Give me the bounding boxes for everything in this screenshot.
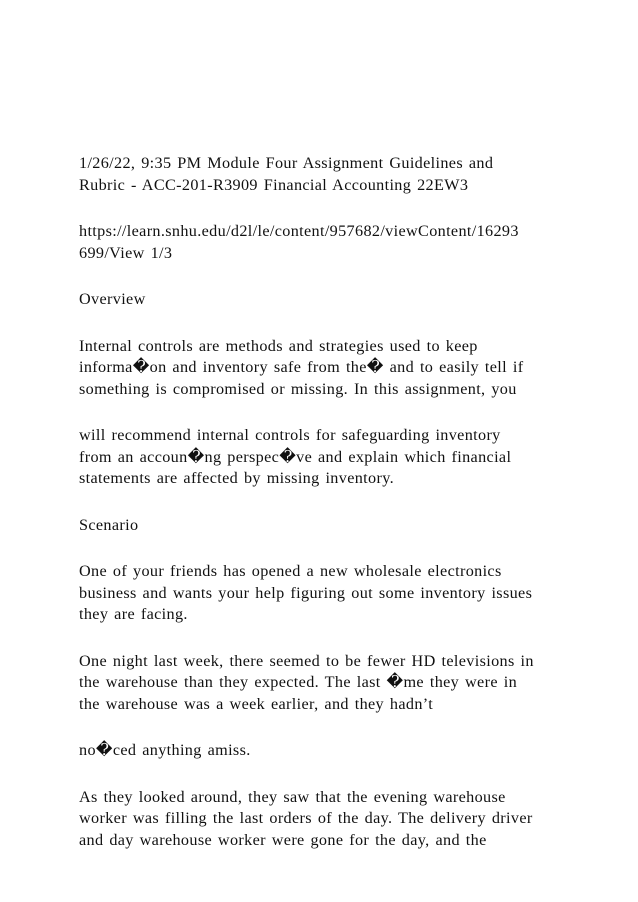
scenario-paragraph-3 [79, 740, 599, 762]
header-line [79, 153, 599, 196]
text-line: statements are affected by missing inventory. [79, 469, 394, 487]
text-line: worker was filling the last orders of the day. The delivery driver [79, 809, 533, 827]
text-line: they are facing. [79, 605, 188, 623]
text-line: the warehouse was a week earlier, and they hadn’t [79, 694, 434, 713]
scenario-heading [79, 515, 599, 537]
scenario-paragraph-4 [79, 787, 599, 852]
text-line: 1/26/22, 9:35 PM Module Four Assignment Guidelines and [79, 154, 494, 172]
text-line: something is compromised or missing. In this assignment, you [79, 379, 517, 398]
text-line: and day warehouse worker were gone for the day, and the [79, 830, 487, 849]
text-line: Rubric - ACC-201-R3909 Financial Accounting 22EW3 [79, 175, 469, 194]
document-body [79, 153, 599, 876]
text-line: One of your friends has opened a new wholesale electronics [79, 562, 502, 580]
scenario-paragraph-1 [79, 561, 599, 626]
text-line: business and wants your help figuring out some inventory issues [79, 583, 533, 602]
overview-heading [79, 289, 599, 311]
text-line: the warehouse than they expected. The last �me they were in [79, 673, 518, 691]
text-line: Scenario [79, 515, 139, 534]
text-line: from an accoun�ng perspec�ve and explain which financial [79, 447, 512, 466]
text-line: no�ced anything amiss. [79, 741, 251, 759]
text-line: 699/View 1/3 [79, 243, 173, 262]
text-line: informa�on and inventory safe from the� and to easily tell if [79, 358, 524, 376]
overview-paragraph-2 [79, 425, 599, 490]
text-line: As they looked around, they saw that the evening warehouse [79, 787, 506, 806]
text-line: Overview [79, 290, 146, 308]
overview-paragraph-1 [79, 336, 599, 401]
text-line: Internal controls are methods and strategies used to keep [79, 336, 478, 355]
text-line: https://learn.snhu.edu/d2l/le/content/957682/viewContent/16293 [79, 222, 519, 240]
url-line [79, 221, 599, 264]
text-line: One night last week, there seemed to be fewer HD televisions in [79, 651, 534, 670]
text-line: will recommend internal controls for safeguarding inventory [79, 426, 501, 444]
scenario-paragraph-2 [79, 651, 599, 716]
